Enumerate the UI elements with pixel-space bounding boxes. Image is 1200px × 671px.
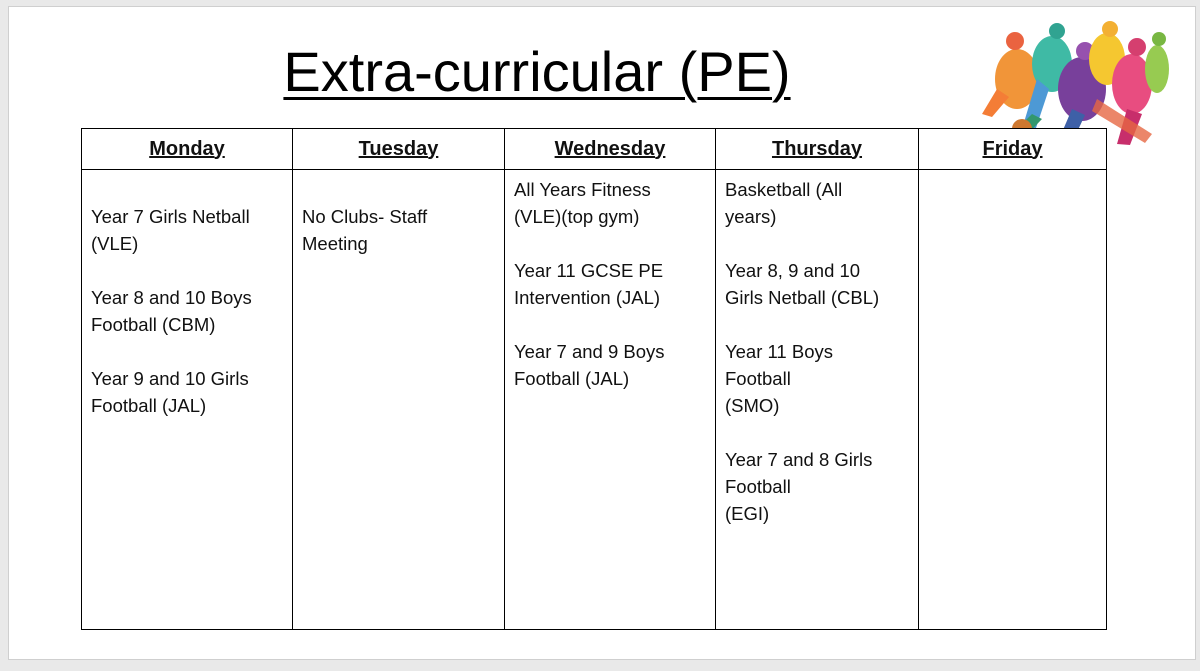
schedule-row (82, 170, 1107, 630)
monday-cell (82, 170, 293, 630)
club-entry: Year 9 and 10 Girls Football (JAL) (91, 368, 249, 416)
column-header-friday: Friday (919, 129, 1107, 170)
column-header-monday: Monday (82, 129, 293, 170)
page-title: Extra-curricular (PE) (283, 40, 791, 103)
club-entry: Year 7 and 9 Boys Football (JAL) (514, 341, 665, 389)
thursday-cell (716, 170, 919, 630)
club-entry: Year 8, 9 and 10 Girls Netball (CBL) (725, 260, 880, 308)
slide (8, 6, 1196, 660)
club-entry: Year 11 Boys Football (SMO) (725, 341, 833, 416)
club-entry: Year 8 and 10 Boys Football (CBM) (91, 287, 252, 335)
club-entry: All Years Fitness (VLE)(top gym) (514, 179, 651, 227)
club-entry: Basketball (All years) (725, 179, 843, 227)
club-entry: Year 11 GCSE PE Intervention (JAL) (514, 260, 664, 308)
header-row (82, 129, 1107, 170)
tuesday-cell (293, 170, 505, 630)
column-header-tuesday: Tuesday (293, 129, 505, 170)
friday-cell (919, 170, 1107, 630)
club-entry: Year 7 Girls Netball (VLE) (91, 206, 250, 254)
wednesday-cell (505, 170, 716, 630)
club-entry: No Clubs- Staff Meeting (302, 206, 428, 254)
timetable (81, 128, 1107, 630)
column-header-wednesday: Wednesday (505, 129, 716, 170)
column-header-thursday: Thursday (716, 129, 919, 170)
club-entry: Year 7 and 8 Girls Football (EGI) (725, 449, 873, 524)
